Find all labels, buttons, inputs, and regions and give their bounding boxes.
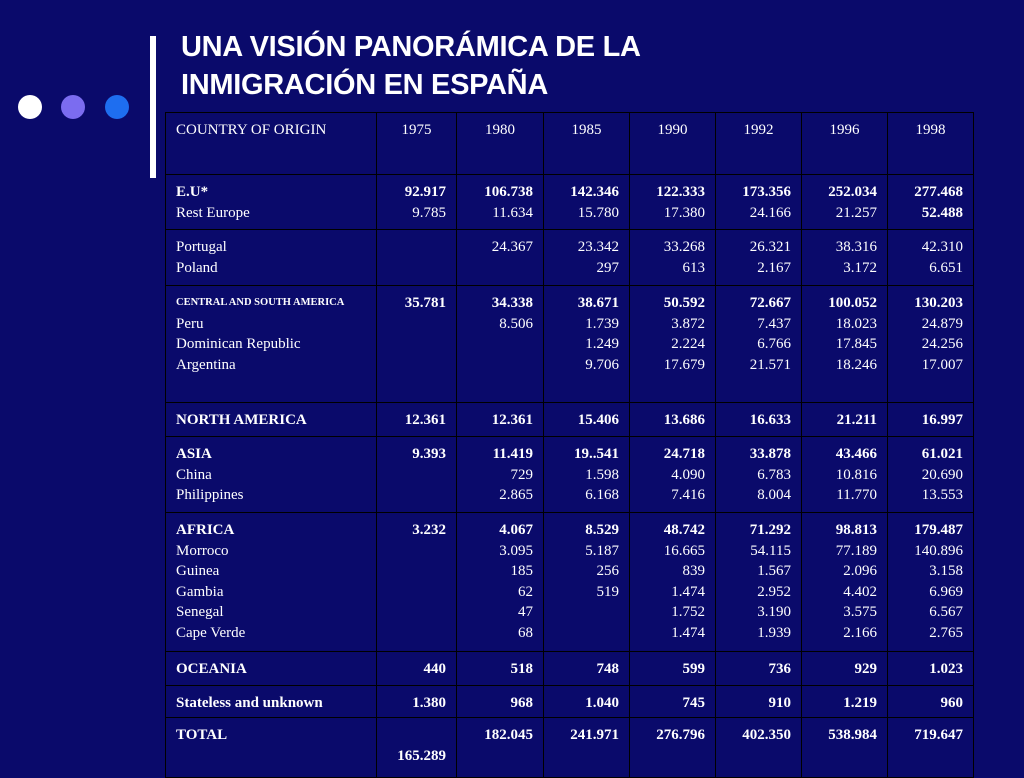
header-year-1975: 1975 — [377, 113, 457, 175]
cell-value: 8.004 — [757, 487, 791, 503]
row-label-cell — [166, 286, 377, 403]
cell-value: 968 — [510, 695, 533, 711]
cell-value: 910 — [768, 695, 791, 711]
value-cell-1998 — [888, 437, 974, 513]
value-cell-1990 — [630, 230, 716, 286]
row-label: Peru — [176, 315, 204, 332]
value-cell-1980 — [457, 286, 544, 403]
cell-value: 34.338 — [491, 295, 533, 311]
value-cell-1990 — [630, 437, 716, 513]
cell-value: 11.634 — [492, 204, 533, 221]
cell-value: 599 — [682, 661, 705, 677]
cell-value: 6.168 — [585, 487, 619, 503]
cell-value: 402.350 — [742, 727, 791, 743]
cell-value: 61.021 — [921, 446, 963, 462]
cell-value: 11.770 — [836, 487, 877, 503]
value-cell-1990 — [630, 175, 716, 230]
cell-value: 24.879 — [921, 315, 963, 332]
cell-value: 3.232 — [412, 522, 446, 538]
value-cell-1990 — [630, 652, 716, 686]
value-cell-1992 — [716, 437, 802, 513]
value-cell-1990 — [630, 403, 716, 437]
cell-value: 19..541 — [574, 446, 619, 462]
value-cell-1985 — [544, 403, 630, 437]
cell-value: 24.256 — [921, 336, 963, 352]
value-cell-1980 — [457, 718, 544, 778]
row-label: OCEANIA — [176, 661, 247, 677]
cell-value: 71.292 — [749, 522, 791, 538]
cell-value: 33.878 — [749, 446, 791, 462]
row-label: Dominican Republic — [176, 336, 301, 352]
slide-title — [181, 28, 981, 104]
cell-value: 15.780 — [577, 204, 619, 221]
table-row — [166, 403, 974, 437]
cell-value: 2.166 — [843, 624, 877, 641]
row-label: E.U* — [176, 184, 209, 200]
value-cell-1992 — [716, 718, 802, 778]
cell-value: 7.416 — [671, 487, 705, 503]
row-label-cell — [166, 437, 377, 513]
cell-value: 960 — [940, 695, 963, 711]
value-cell-1996 — [802, 686, 888, 718]
cell-value: 6.567 — [929, 604, 963, 620]
value-cell-1980 — [457, 175, 544, 230]
cell-value — [387, 725, 446, 746]
cell-value: 54.115 — [750, 542, 791, 559]
value-cell-1985 — [544, 718, 630, 778]
row-label: Cape Verde — [176, 624, 246, 641]
cell-value: 9.393 — [412, 446, 446, 462]
cell-value: 4.402 — [843, 583, 877, 600]
cell-value: 17.380 — [663, 204, 705, 221]
header-year-1985: 1985 — [544, 113, 630, 175]
value-cell-1975 — [377, 175, 457, 230]
cell-value: 26.321 — [749, 239, 791, 255]
cell-value: 142.346 — [570, 184, 619, 200]
vertical-rule — [150, 36, 156, 178]
cell-value: 13.553 — [921, 487, 963, 503]
value-cell-1975 — [377, 230, 457, 286]
table-row — [166, 230, 974, 286]
value-cell-1992 — [716, 403, 802, 437]
cell-value: 8.506 — [499, 315, 533, 332]
value-cell-1990 — [630, 718, 716, 778]
table-row — [166, 286, 974, 403]
cell-value: 42.310 — [921, 239, 963, 255]
cell-value: 1.598 — [585, 466, 619, 483]
cell-value: 16.665 — [663, 542, 705, 559]
cell-value: 3.575 — [843, 604, 877, 620]
cell-value: 3.190 — [757, 604, 791, 620]
value-cell-1996 — [802, 718, 888, 778]
cell-value: 1.474 — [671, 624, 705, 641]
cell-value: 8.529 — [585, 522, 619, 538]
cell-value: 35.781 — [404, 295, 446, 311]
header-country-of-origin: COUNTRY OF ORIGIN — [166, 113, 377, 175]
cell-value: 2.952 — [757, 583, 791, 600]
cell-value: 47 — [518, 604, 533, 620]
value-cell-1992 — [716, 686, 802, 718]
cell-value: 10.816 — [835, 466, 877, 483]
value-cell-1998 — [888, 652, 974, 686]
value-cell-1980 — [457, 437, 544, 513]
cell-value: 519 — [596, 583, 619, 600]
value-cell-1998 — [888, 403, 974, 437]
row-label: ASIA — [176, 446, 212, 462]
cell-value: 140.896 — [914, 542, 963, 559]
value-cell-1975 — [377, 286, 457, 403]
cell-value: 24.367 — [491, 239, 533, 255]
cell-value: 52.488 — [921, 204, 963, 221]
row-label: Poland — [176, 259, 218, 276]
value-cell-1992 — [716, 286, 802, 403]
cell-value: 92.917 — [404, 184, 446, 200]
row-label-cell — [166, 686, 377, 718]
cell-value: 3.158 — [929, 563, 963, 579]
value-cell-1990 — [630, 513, 716, 652]
cell-value: 16.633 — [749, 412, 791, 428]
header-year-1998: 1998 — [888, 113, 974, 175]
cell-value: 21.257 — [835, 204, 877, 221]
row-label-cell — [166, 718, 377, 778]
cell-value: 748 — [596, 661, 619, 677]
row-label: TOTAL — [176, 727, 228, 743]
value-cell-1985 — [544, 686, 630, 718]
cell-value: 165.289 — [397, 747, 446, 764]
cell-value: 736 — [768, 661, 791, 677]
cell-value: 130.203 — [914, 295, 963, 311]
cell-value: 72.667 — [749, 295, 791, 311]
cell-value: 1.249 — [585, 336, 619, 352]
cell-value: 17.679 — [663, 356, 705, 373]
value-cell-1998 — [888, 513, 974, 652]
value-cell-1975 — [377, 652, 457, 686]
row-label: Morroco — [176, 542, 229, 559]
cell-value: 16.997 — [921, 412, 963, 428]
row-label-cell — [166, 230, 377, 286]
table-row — [166, 686, 974, 718]
cell-value: 6.969 — [929, 583, 963, 600]
row-label: China — [176, 466, 212, 483]
value-cell-1980 — [457, 513, 544, 652]
row-label: Senegal — [176, 604, 224, 620]
value-cell-1992 — [716, 652, 802, 686]
cell-value: 3.095 — [499, 542, 533, 559]
cell-value: 2.765 — [929, 624, 963, 641]
row-label-cell — [166, 513, 377, 652]
cell-value: 17.007 — [921, 356, 963, 373]
table-row — [166, 437, 974, 513]
cell-value: 9.706 — [585, 356, 619, 373]
cell-value: 106.738 — [484, 184, 533, 200]
cell-value: 12.361 — [491, 412, 533, 428]
row-label: Guinea — [176, 563, 220, 579]
cell-value: 719.647 — [914, 727, 963, 743]
cell-value: 1.739 — [585, 315, 619, 332]
value-cell-1975 — [377, 718, 457, 778]
row-label: Stateless and unknown — [176, 695, 323, 711]
cell-value: 77.189 — [835, 542, 877, 559]
cell-value: 1.380 — [412, 695, 446, 711]
cell-value: 3.172 — [843, 259, 877, 276]
cell-value: 13.686 — [663, 412, 705, 428]
value-cell-1996 — [802, 437, 888, 513]
row-label: Gambia — [176, 583, 224, 600]
cell-value: 729 — [510, 466, 533, 483]
row-label-cell — [166, 175, 377, 230]
cell-value: 122.333 — [656, 184, 705, 200]
cell-value: 2.167 — [757, 259, 791, 276]
cell-value: 50.592 — [663, 295, 705, 311]
cell-value: 173.356 — [742, 184, 791, 200]
cell-value: 20.690 — [921, 466, 963, 483]
header-year-1980: 1980 — [457, 113, 544, 175]
value-cell-1996 — [802, 230, 888, 286]
cell-value: 2.096 — [843, 563, 877, 579]
immigration-table-body — [166, 113, 974, 778]
cell-value: 185 — [510, 563, 533, 579]
cell-value: 21.211 — [836, 412, 877, 428]
cell-value: 6.766 — [757, 336, 791, 352]
cell-value: 48.742 — [663, 522, 705, 538]
cell-value: 68 — [518, 624, 533, 641]
cell-value: 23.342 — [577, 239, 619, 255]
value-cell-1985 — [544, 652, 630, 686]
cell-value: 100.052 — [828, 295, 877, 311]
cell-value: 12.361 — [404, 412, 446, 428]
table-row — [166, 513, 974, 652]
cell-value: 17.845 — [835, 336, 877, 352]
cell-value: 518 — [510, 661, 533, 677]
cell-value: 1.474 — [671, 583, 705, 600]
value-cell-1998 — [888, 286, 974, 403]
cell-value: 1.023 — [929, 661, 963, 677]
cell-value: 18.023 — [835, 315, 877, 332]
value-cell-1992 — [716, 175, 802, 230]
table-row — [166, 652, 974, 686]
cell-value: 33.268 — [663, 239, 705, 255]
cell-value: 745 — [682, 695, 705, 711]
value-cell-1980 — [457, 652, 544, 686]
cell-value: 38.316 — [835, 239, 877, 255]
cell-value: 276.796 — [656, 727, 705, 743]
cell-value: 4.067 — [499, 522, 533, 538]
cell-value: 1.752 — [671, 604, 705, 620]
value-cell-1996 — [802, 403, 888, 437]
cell-value: 1.040 — [585, 695, 619, 711]
table-row — [166, 718, 974, 778]
cell-value: 256 — [596, 563, 619, 579]
value-cell-1985 — [544, 230, 630, 286]
value-cell-1998 — [888, 686, 974, 718]
value-cell-1985 — [544, 175, 630, 230]
value-cell-1998 — [888, 230, 974, 286]
cell-value: 252.034 — [828, 184, 877, 200]
cell-value: 6.651 — [929, 259, 963, 276]
blue-dot-icon — [105, 95, 129, 119]
value-cell-1985 — [544, 437, 630, 513]
slide-title-line-2: INMIGRACIÓN EN ESPAÑA — [181, 69, 548, 101]
cell-value: 182.045 — [484, 727, 533, 743]
cell-value: 4.090 — [671, 466, 705, 483]
cell-value: 2.865 — [499, 487, 533, 503]
cell-value: 440 — [423, 661, 446, 677]
value-cell-1980 — [457, 686, 544, 718]
cell-value: 21.571 — [749, 356, 791, 373]
value-cell-1996 — [802, 513, 888, 652]
cell-value: 3.872 — [671, 315, 705, 332]
header-year-1992: 1992 — [716, 113, 802, 175]
cell-value: 1.567 — [757, 563, 791, 579]
cell-value: 929 — [854, 661, 877, 677]
cell-value: 297 — [596, 259, 619, 276]
cell-value: 18.246 — [835, 356, 877, 373]
row-label-cell — [166, 403, 377, 437]
value-cell-1975 — [377, 403, 457, 437]
value-cell-1975 — [377, 437, 457, 513]
cell-value: 5.187 — [585, 542, 619, 559]
cell-value: 7.437 — [757, 315, 791, 332]
cell-value: 613 — [682, 259, 705, 276]
lavender-dot-icon — [61, 95, 85, 119]
cell-value: 24.166 — [749, 204, 791, 221]
cell-value: 1.939 — [757, 624, 791, 641]
cell-value: 6.783 — [757, 466, 791, 483]
cell-value: 241.971 — [570, 727, 619, 743]
value-cell-1990 — [630, 286, 716, 403]
value-cell-1998 — [888, 718, 974, 778]
cell-value: 538.984 — [828, 727, 877, 743]
value-cell-1992 — [716, 513, 802, 652]
row-label: CENTRAL AND SOUTH AMERICA — [176, 297, 345, 308]
value-cell-1996 — [802, 652, 888, 686]
value-cell-1975 — [377, 686, 457, 718]
immigration-table — [165, 112, 974, 778]
cell-value: 62 — [518, 583, 533, 600]
row-label: NORTH AMERICA — [176, 412, 307, 428]
value-cell-1996 — [802, 286, 888, 403]
slide-title-line-1: UNA VISIÓN PANORÁMICA DE LA — [181, 31, 641, 63]
header-year-1996: 1996 — [802, 113, 888, 175]
cell-value: 9.785 — [412, 204, 446, 221]
cell-value: 839 — [682, 563, 705, 579]
cell-value: 1.219 — [843, 695, 877, 711]
cell-value: 15.406 — [577, 412, 619, 428]
header-year-1990: 1990 — [630, 113, 716, 175]
white-dot-icon — [18, 95, 42, 119]
table-row — [166, 175, 974, 230]
cell-value: 38.671 — [577, 295, 619, 311]
cell-value: 11.419 — [492, 446, 533, 462]
value-cell-1975 — [377, 513, 457, 652]
row-label-cell — [166, 652, 377, 686]
value-cell-1990 — [630, 686, 716, 718]
value-cell-1998 — [888, 175, 974, 230]
row-label: Portugal — [176, 239, 227, 255]
cell-value: 24.718 — [663, 446, 705, 462]
row-label: Philippines — [176, 487, 244, 503]
row-label: Argentina — [176, 356, 236, 373]
cell-value: 277.468 — [914, 184, 963, 200]
value-cell-1992 — [716, 230, 802, 286]
cell-value: 179.487 — [914, 522, 963, 538]
value-cell-1980 — [457, 230, 544, 286]
cell-value: 2.224 — [671, 336, 705, 352]
row-label: Rest Europe — [176, 204, 250, 221]
table-header-row — [166, 113, 974, 175]
value-cell-1980 — [457, 403, 544, 437]
value-cell-1985 — [544, 286, 630, 403]
row-label: AFRICA — [176, 522, 235, 538]
cell-value: 43.466 — [835, 446, 877, 462]
value-cell-1985 — [544, 513, 630, 652]
cell-value: 98.813 — [835, 522, 877, 538]
value-cell-1996 — [802, 175, 888, 230]
